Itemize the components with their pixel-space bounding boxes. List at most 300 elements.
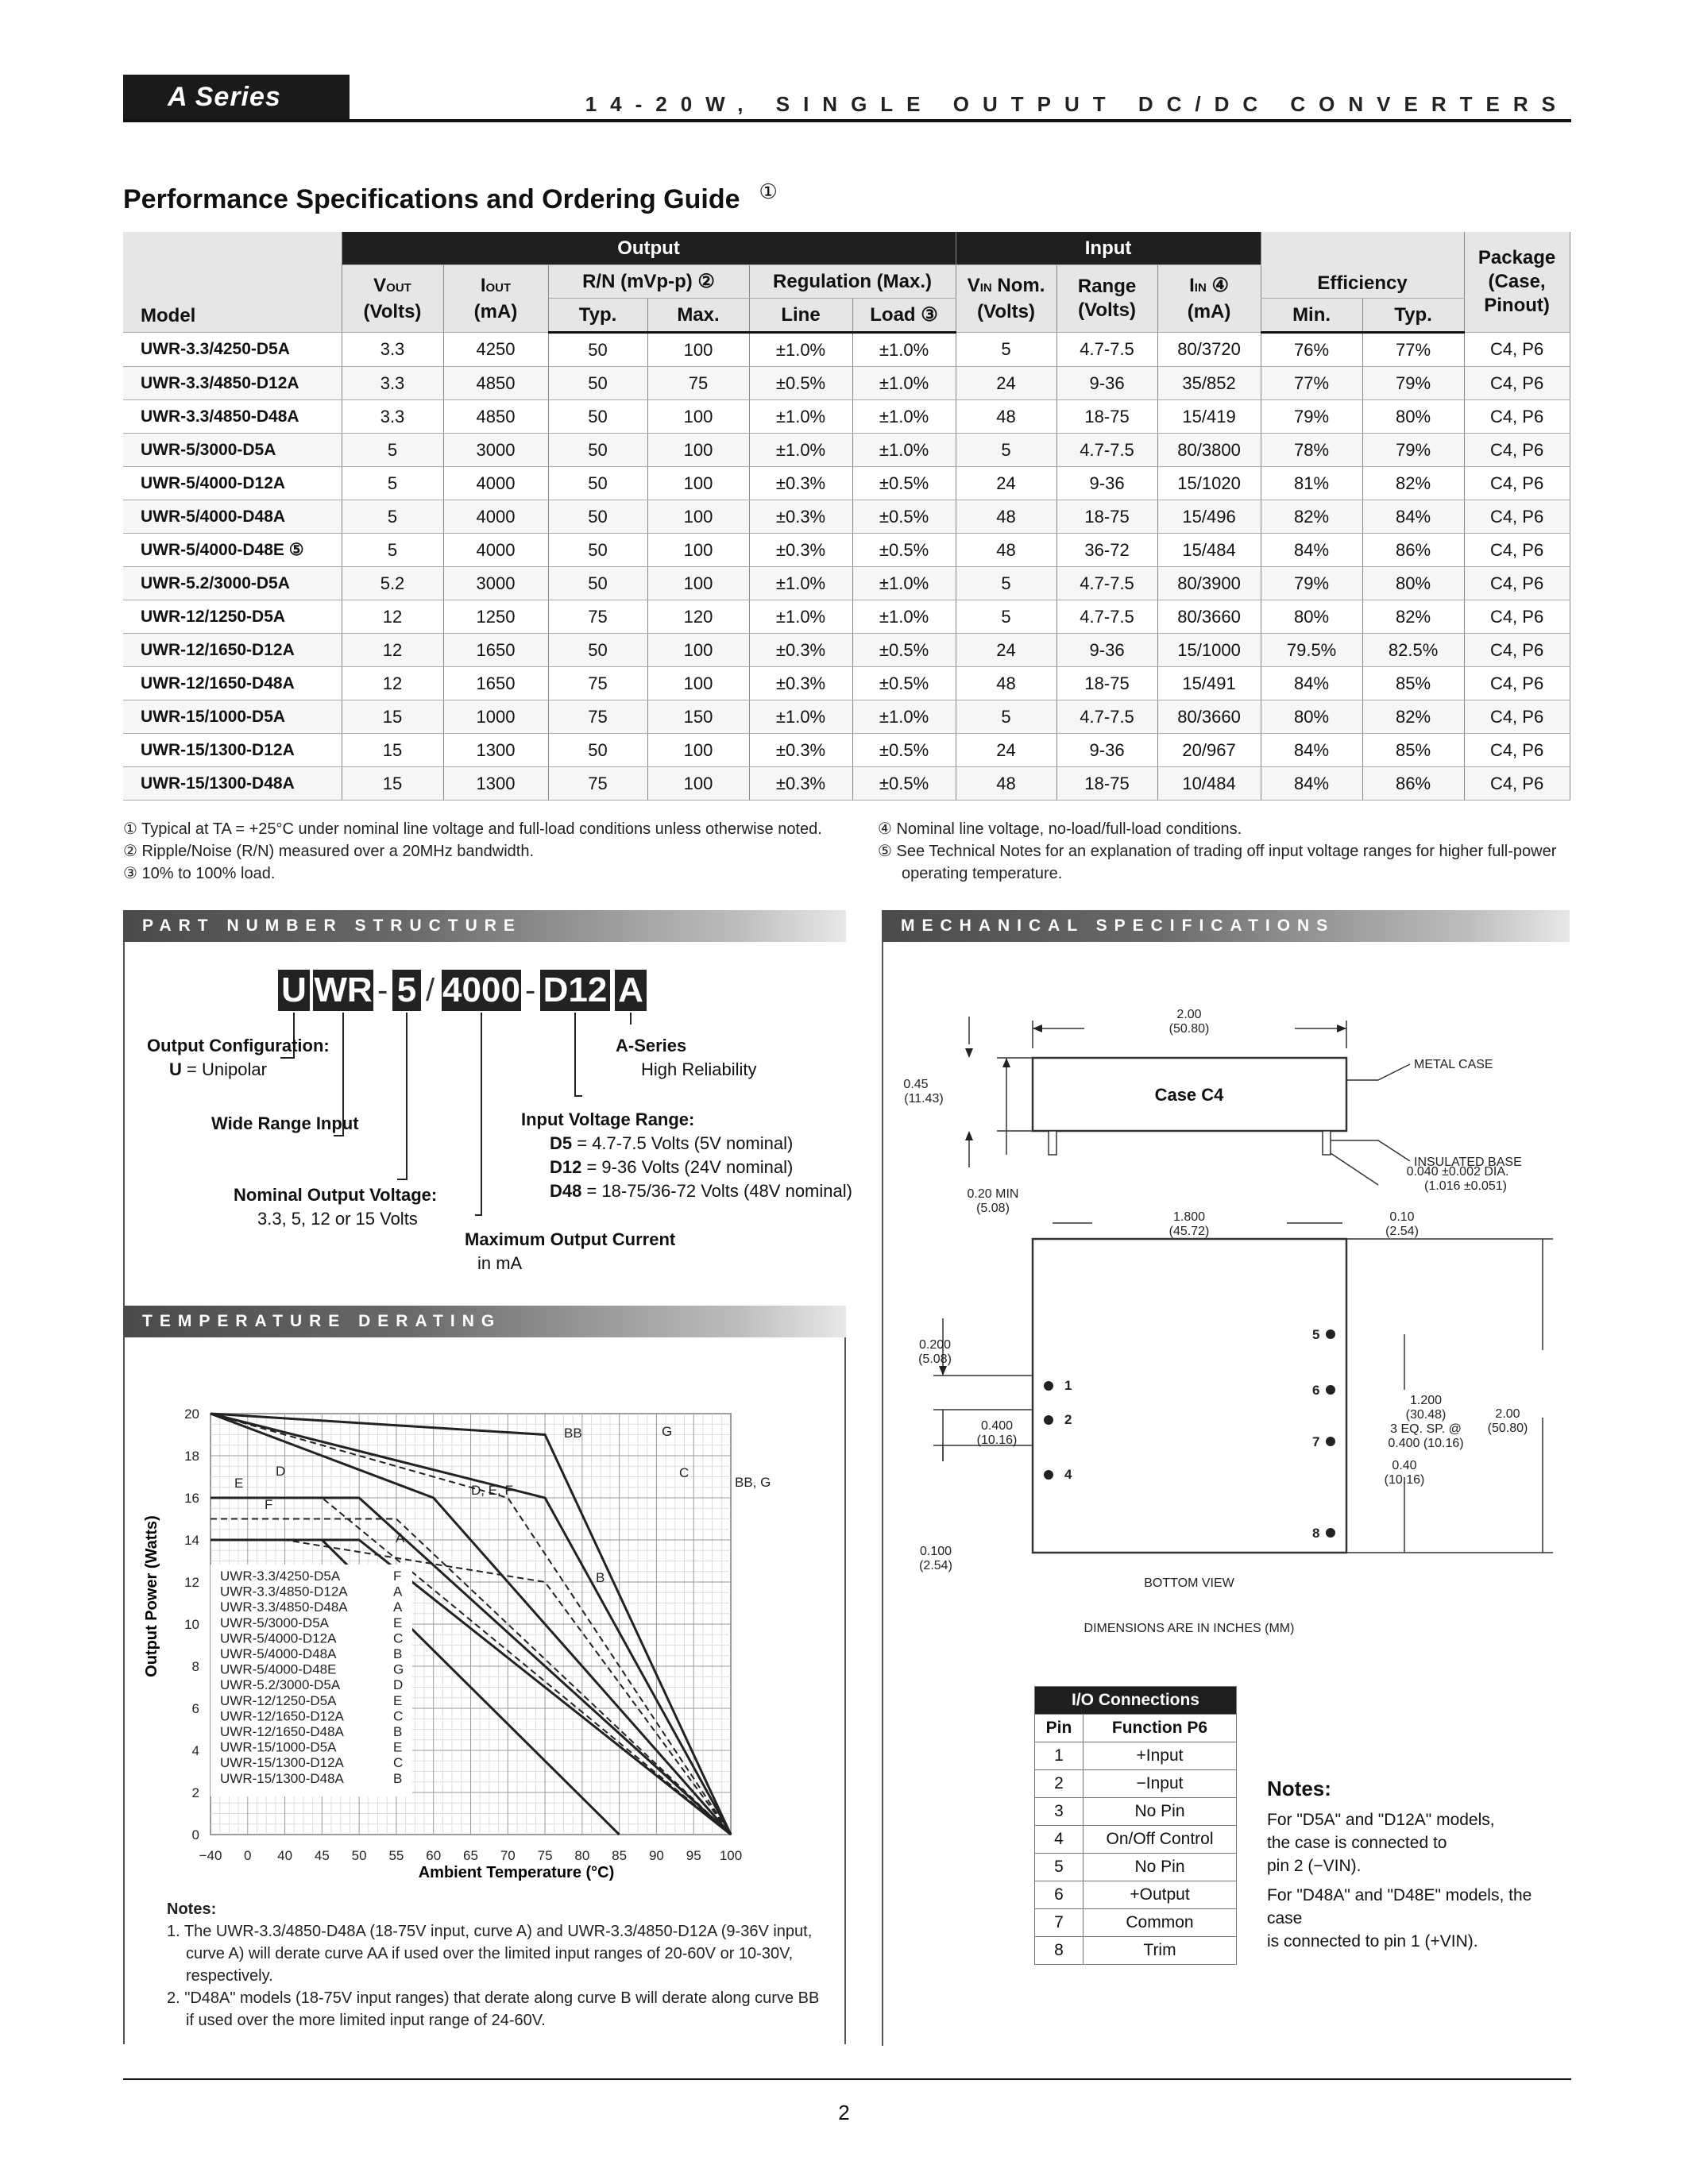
- derating-note-2b: if used over the more limited input range of 24-60V.: [186, 2012, 546, 2029]
- spec-cell: 1250: [443, 600, 548, 634]
- spec-cell: ±0.5%: [852, 734, 956, 767]
- y-tick-label: 4: [191, 1743, 199, 1758]
- spec-row: [123, 400, 1570, 434]
- spec-cell: 50: [548, 467, 647, 500]
- spec-cell: ±0.3%: [749, 767, 852, 801]
- derating-rule-left: [123, 1337, 125, 2044]
- iin-mark: ④: [1206, 274, 1229, 296]
- spec-cell: ±0.5%: [852, 534, 956, 567]
- col-reg-load: Load ③: [852, 299, 956, 333]
- spec-cell: ±1.0%: [749, 333, 852, 367]
- spec-row: [123, 500, 1570, 534]
- vout-unit: (Volts): [363, 300, 422, 322]
- spec-cell: ±1.0%: [749, 400, 852, 434]
- spec-cell: 120: [647, 600, 749, 634]
- model-cell: UWR-15/1300-D48A: [123, 767, 342, 801]
- curve-label: F: [265, 1497, 273, 1512]
- io-pin-cell: 4: [1035, 1826, 1083, 1854]
- spec-cell: 80%: [1362, 400, 1464, 434]
- spec-cell: ±0.5%: [852, 467, 956, 500]
- spec-cell: 84%: [1261, 667, 1362, 700]
- dim-0200-mm: (5.08): [918, 1352, 952, 1366]
- spec-cell: ±0.3%: [749, 534, 852, 567]
- spec-cell: 4.7-7.5: [1056, 700, 1157, 734]
- spec-cell: 150: [647, 700, 749, 734]
- spec-cell: 12: [342, 600, 443, 634]
- spec-cell: 4000: [443, 500, 548, 534]
- derating-note-1b: curve A) will derate curve AA if used over the limited input ranges of 20-60V or 10-30V,: [186, 1945, 794, 1962]
- dim-020min: 0.20 MIN: [967, 1187, 1019, 1201]
- legend-model: UWR-5/3000-D5A: [220, 1615, 329, 1630]
- io-row: [1035, 1937, 1237, 1965]
- x-tick-label: 100: [719, 1848, 743, 1863]
- spec-cell: C4, P6: [1464, 367, 1570, 400]
- spec-cell: 15/491: [1157, 667, 1261, 700]
- group-input: Input: [956, 232, 1261, 265]
- spec-cell: C4, P6: [1464, 600, 1570, 634]
- y-tick-label: 8: [191, 1659, 199, 1674]
- spec-cell: 20/967: [1157, 734, 1261, 767]
- dim-1800-mm: (45.72): [1168, 1225, 1210, 1238]
- io-func-cell: Common: [1083, 1909, 1237, 1937]
- legend-curve: F: [393, 1569, 402, 1584]
- pn-sep-3: -: [525, 973, 536, 1008]
- mech-note-1b: the case is connected to: [1267, 1834, 1447, 1852]
- spec-cell: 81%: [1261, 467, 1362, 500]
- model-cell: UWR-3.3/4850-D12A: [123, 367, 342, 400]
- spec-cell: 100: [647, 734, 749, 767]
- x-tick-label: 50: [351, 1848, 367, 1863]
- col-model: Model: [123, 232, 342, 333]
- spec-cell: C4, P6: [1464, 434, 1570, 467]
- spec-cell: 82%: [1362, 700, 1464, 734]
- model-cell: UWR-12/1250-D5A: [123, 600, 342, 634]
- pin-4-label: 4: [1064, 1467, 1072, 1482]
- x-axis-label: Ambient Temperature (°C): [418, 1864, 615, 1881]
- x-tick-label: 95: [686, 1848, 701, 1863]
- pn-max-current: [465, 1228, 675, 1275]
- spec-cell: 1000: [443, 700, 548, 734]
- col-rn-typ: Typ.: [548, 299, 647, 333]
- spec-cell: C4, P6: [1464, 534, 1570, 567]
- dim-010-mm: (2.54): [1385, 1225, 1419, 1238]
- dim-045-mm: (11.43): [904, 1092, 944, 1106]
- pn-d5-code: D5: [550, 1133, 573, 1153]
- spec-cell: 5: [342, 534, 443, 567]
- spec-cell: 84%: [1362, 500, 1464, 534]
- pn-nominal: [234, 1183, 437, 1231]
- footnotes-left: [123, 818, 862, 885]
- dim-200b-mm: (50.80): [1487, 1422, 1528, 1435]
- y-tick-label: 2: [191, 1785, 199, 1800]
- col-vin-nom: [956, 265, 1056, 333]
- spec-cell: ±1.0%: [852, 367, 956, 400]
- spec-cell: 50: [548, 400, 647, 434]
- curve-label: D, E, F: [471, 1483, 513, 1498]
- curve-label: C: [679, 1465, 689, 1480]
- legend-model: UWR-12/1250-D5A: [220, 1692, 337, 1708]
- spec-cell: C4, P6: [1464, 634, 1570, 667]
- pn-input-range: [521, 1108, 852, 1203]
- legend-curve: B: [393, 1770, 403, 1786]
- spec-cell: C4, P6: [1464, 333, 1570, 367]
- spec-cell: 10/484: [1157, 767, 1261, 801]
- spec-cell: 100: [647, 333, 749, 367]
- x-tick-label: 55: [388, 1848, 404, 1863]
- spec-cell: ±0.3%: [749, 467, 852, 500]
- spec-cell: 84%: [1261, 767, 1362, 801]
- legend-model: UWR-5/4000-D48E: [220, 1661, 337, 1677]
- spec-cell: C4, P6: [1464, 567, 1570, 600]
- mech-note-2a: For "D48A" and "D48E" models, the case: [1267, 1886, 1532, 1927]
- spec-cell: 80/3800: [1157, 434, 1261, 467]
- spec-cell: 12: [342, 667, 443, 700]
- spec-cell: 4850: [443, 400, 548, 434]
- pin-7-label: 7: [1312, 1434, 1320, 1449]
- spec-cell: 75: [548, 667, 647, 700]
- dim-200: 2.00: [1176, 1008, 1202, 1021]
- curve-label: E: [234, 1476, 244, 1491]
- mech-note-1a: For "D5A" and "D12A" models,: [1267, 1811, 1495, 1829]
- pin-1-label: 1: [1064, 1378, 1072, 1393]
- model-cell: UWR-5/4000-D48A: [123, 500, 342, 534]
- spec-cell: ±0.5%: [852, 634, 956, 667]
- io-func-cell: +Input: [1083, 1742, 1237, 1770]
- spec-cell: ±0.5%: [749, 367, 852, 400]
- x-tick-label: 0: [244, 1848, 252, 1863]
- spec-row: [123, 534, 1570, 567]
- group-efficiency: Efficiency: [1261, 232, 1464, 299]
- dim-eqsp-mm: 0.400 (10.16): [1388, 1437, 1464, 1450]
- legend-curve: G: [393, 1661, 404, 1677]
- spec-cell: 18-75: [1056, 400, 1157, 434]
- spec-cell: 24: [956, 734, 1056, 767]
- model-cell: UWR-3.3/4850-D48A: [123, 400, 342, 434]
- legend-curve: C: [393, 1708, 404, 1724]
- dim-020min-mm: (5.08): [976, 1202, 1010, 1215]
- spec-cell: 3000: [443, 567, 548, 600]
- spec-cell: ±1.0%: [749, 567, 852, 600]
- spec-row: [123, 600, 1570, 634]
- spec-cell: ±1.0%: [852, 600, 956, 634]
- spec-cell: 9-36: [1056, 467, 1157, 500]
- spec-cell: 4.7-7.5: [1056, 434, 1157, 467]
- perf-title-text: Performance Specifications and Ordering Guide: [123, 184, 740, 214]
- spec-cell: ±0.3%: [749, 734, 852, 767]
- curve-label: D: [276, 1464, 286, 1479]
- vout-sub: OUT: [386, 280, 411, 295]
- spec-cell: 80/3900: [1157, 567, 1261, 600]
- model-cell: UWR-15/1000-D5A: [123, 700, 342, 734]
- spec-cell: 1650: [443, 634, 548, 667]
- y-tick-label: 0: [191, 1827, 199, 1843]
- pn-d12-text: = 9-36 Volts (24V nominal): [581, 1157, 794, 1177]
- spec-cell: 5: [956, 434, 1056, 467]
- metal-case-label: METAL CASE: [1414, 1058, 1493, 1071]
- spec-cell: 79%: [1362, 367, 1464, 400]
- part-number-bar: PART NUMBER STRUCTURE: [123, 910, 846, 942]
- spec-cell: 4000: [443, 467, 548, 500]
- footnote-4: ④ Nominal line voltage, no-load/full-load conditions.: [878, 820, 1242, 838]
- pin-2-label: 2: [1064, 1412, 1072, 1427]
- mech-note-2b: is connected to pin 1 (+VIN).: [1267, 1932, 1478, 1951]
- spec-cell: 79.5%: [1261, 634, 1362, 667]
- spec-cell: ±1.0%: [749, 434, 852, 467]
- io-func-cell: +Output: [1083, 1881, 1237, 1909]
- pn-nominal-title: Nominal Output Voltage:: [234, 1185, 438, 1205]
- pn-output-config: [147, 1034, 330, 1082]
- dims-note: DIMENSIONS ARE IN INCHES (MM): [1083, 1622, 1295, 1635]
- pin-8-label: 8: [1312, 1526, 1320, 1541]
- model-cell: UWR-5/3000-D5A: [123, 434, 342, 467]
- spec-cell: 18-75: [1056, 767, 1157, 801]
- pn-box-u: U: [278, 970, 310, 1011]
- header-title: 14-20W, SINGLE OUTPUT DC/DC CONVERTERS: [585, 92, 1569, 116]
- spec-cell: 80/3720: [1157, 333, 1261, 367]
- spec-cell: 100: [647, 434, 749, 467]
- spec-cell: 77%: [1261, 367, 1362, 400]
- spec-cell: C4, P6: [1464, 767, 1570, 801]
- legend-model: UWR-3.3/4850-D48A: [220, 1599, 348, 1615]
- y-axis-label: Output Power (Watts): [143, 1515, 160, 1677]
- io-pin-cell: 8: [1035, 1937, 1083, 1965]
- spec-cell: 84%: [1261, 734, 1362, 767]
- spec-cell: C4, P6: [1464, 467, 1570, 500]
- spec-cell: 48: [956, 534, 1056, 567]
- y-tick-label: 16: [184, 1491, 199, 1506]
- bottom-view-label: BOTTOM VIEW: [1144, 1576, 1234, 1590]
- pn-nominal-values: 3.3, 5, 12 or 15 Volts: [257, 1209, 418, 1229]
- pn-max-current-unit: in mA: [477, 1253, 523, 1273]
- perf-title-note: ①: [759, 179, 778, 203]
- x-tick-label: 85: [612, 1848, 628, 1863]
- dim-1200: 1.200: [1409, 1394, 1443, 1407]
- y-tick-label: 10: [184, 1617, 199, 1632]
- io-row: [1035, 1826, 1237, 1854]
- spec-cell: 9-36: [1056, 367, 1157, 400]
- vin-v: V: [967, 274, 980, 296]
- spec-row: [123, 567, 1570, 600]
- spec-cell: 86%: [1362, 534, 1464, 567]
- vin-nom: Nom.: [991, 274, 1045, 296]
- spec-cell: 82%: [1362, 467, 1464, 500]
- io-row: [1035, 1742, 1237, 1770]
- derating-note-1c: respectively.: [186, 1967, 273, 1985]
- dim-045: 0.45: [903, 1078, 929, 1091]
- pn-box-5: 5: [392, 970, 421, 1011]
- spec-cell: 50: [548, 567, 647, 600]
- footnote-1: ① Typical at TA = +25°C under nominal line voltage and full-load conditions unless otherwise noted.: [123, 820, 822, 838]
- spec-cell: ±1.0%: [852, 400, 956, 434]
- spec-cell: 100: [647, 634, 749, 667]
- vin-unit: (Volts): [977, 300, 1035, 322]
- pn-d48-code: D48: [550, 1181, 582, 1201]
- mechanical-rule: [882, 942, 883, 2046]
- spec-cell: 5: [956, 567, 1056, 600]
- spec-cell: 3.3: [342, 333, 443, 367]
- pn-output-config-u: U: [169, 1059, 182, 1079]
- col-range: [1056, 265, 1157, 333]
- derating-note-1a: 1. The UWR-3.3/4850-D48A (18-75V input, curve A) and UWR-3.3/4850-D12A (9-36V input,: [167, 1923, 813, 1940]
- io-row: [1035, 1881, 1237, 1909]
- footnote-3: ③ 10% to 100% load.: [123, 865, 276, 882]
- spec-cell: 75: [548, 767, 647, 801]
- pn-wide-range: [211, 1112, 359, 1136]
- dim-1200-mm: (30.48): [1405, 1408, 1447, 1422]
- spec-cell: 5: [342, 434, 443, 467]
- pn-output-config-text: = Unipolar: [181, 1059, 267, 1079]
- model-cell: UWR-12/1650-D12A: [123, 634, 342, 667]
- col-iin: [1157, 265, 1261, 333]
- legend-curve: D: [393, 1677, 404, 1693]
- spec-cell: 50: [548, 500, 647, 534]
- spec-cell: 100: [647, 467, 749, 500]
- legend-model: UWR-12/1650-D12A: [220, 1708, 344, 1724]
- spec-cell: 80%: [1362, 567, 1464, 600]
- spec-cell: 4.7-7.5: [1056, 333, 1157, 367]
- dim-200-mm: (50.80): [1168, 1022, 1210, 1036]
- spec-cell: 82.5%: [1362, 634, 1464, 667]
- io-pin-cell: 6: [1035, 1881, 1083, 1909]
- spec-table: [123, 232, 1570, 801]
- spec-cell: ±0.3%: [749, 500, 852, 534]
- vin-sub: IN: [979, 280, 992, 295]
- derating-note-2a: 2. "D48A" models (18-75V input ranges) that derate along curve B will derate along curve BB: [167, 1989, 820, 2007]
- dim-010: 0.10: [1389, 1210, 1415, 1224]
- spec-cell: 15/1020: [1157, 467, 1261, 500]
- spec-cell: ±1.0%: [749, 700, 852, 734]
- spec-cell: 15/496: [1157, 500, 1261, 534]
- spec-cell: 50: [548, 534, 647, 567]
- spec-cell: 48: [956, 767, 1056, 801]
- y-tick-label: 20: [184, 1406, 199, 1422]
- model-cell: UWR-15/1300-D12A: [123, 734, 342, 767]
- spec-cell: 82%: [1261, 500, 1362, 534]
- spec-cell: 86%: [1362, 767, 1464, 801]
- case-label: Case C4: [1154, 1085, 1224, 1105]
- x-tick-label: 70: [500, 1848, 516, 1863]
- spec-row: [123, 734, 1570, 767]
- io-row: [1035, 1770, 1237, 1798]
- group-output: Output: [342, 232, 956, 265]
- spec-cell: 100: [647, 767, 749, 801]
- spec-cell: 75: [548, 600, 647, 634]
- spec-cell: 35/852: [1157, 367, 1261, 400]
- col-vout: [342, 265, 443, 333]
- dim-eqsp: 3 EQ. SP. @: [1390, 1422, 1462, 1436]
- pn-aseries: [616, 1034, 757, 1082]
- spec-cell: 3000: [443, 434, 548, 467]
- io-title: I/O Connections: [1035, 1687, 1237, 1715]
- spec-cell: 15: [342, 700, 443, 734]
- spec-cell: ±1.0%: [852, 333, 956, 367]
- spec-row: [123, 767, 1570, 801]
- col-eff-min: Min.: [1261, 299, 1362, 333]
- spec-cell: 15: [342, 734, 443, 767]
- spec-cell: 75: [647, 367, 749, 400]
- legend-curve: B: [393, 1646, 403, 1661]
- spec-cell: 5: [342, 500, 443, 534]
- spec-cell: 100: [647, 567, 749, 600]
- io-pin-cell: 5: [1035, 1854, 1083, 1881]
- mech-notes: [1267, 1777, 1569, 1953]
- spec-row: [123, 634, 1570, 667]
- x-tick-label: 60: [426, 1848, 442, 1863]
- dim-dia: 0.040 ±0.002 DIA.: [1406, 1165, 1509, 1179]
- curve-label: G: [662, 1424, 673, 1439]
- mechanical-bar: MECHANICAL SPECIFICATIONS: [882, 910, 1570, 942]
- x-tick-label: −40: [199, 1848, 222, 1863]
- spec-table-body: [123, 333, 1570, 801]
- spec-cell: 18-75: [1056, 667, 1157, 700]
- pn-wide-range-text: Wide Range Input: [211, 1113, 359, 1133]
- spec-cell: 5.2: [342, 567, 443, 600]
- spec-cell: 50: [548, 333, 647, 367]
- iout-unit: (mA): [473, 300, 518, 322]
- pn-input-range-title: Input Voltage Range:: [521, 1109, 695, 1129]
- legend-model: UWR-5.2/3000-D5A: [220, 1677, 341, 1693]
- iin-unit: (mA): [1187, 300, 1231, 322]
- spec-cell: 48: [956, 500, 1056, 534]
- group-rn: R/N (mVp-p) ②: [548, 265, 749, 299]
- spec-cell: 76%: [1261, 333, 1362, 367]
- iout-i: I: [480, 274, 486, 296]
- spec-row: [123, 367, 1570, 400]
- col-reg-line: Line: [749, 299, 852, 333]
- vout-v: V: [373, 274, 387, 296]
- dim-200b: 2.00: [1495, 1407, 1520, 1421]
- legend-model: UWR-15/1000-D5A: [220, 1739, 337, 1755]
- dim-0400: 0.400: [980, 1419, 1014, 1433]
- footnotes-right: [878, 818, 1577, 885]
- col-package: Package (Case, Pinout): [1464, 232, 1570, 333]
- footnote-5: ⑤ See Technical Notes for an explanation of trading off input voltage ranges for higher full-power: [878, 843, 1557, 860]
- iin-sub: IN: [1194, 280, 1207, 295]
- curve-label: B: [596, 1570, 605, 1585]
- derating-bar: TEMPERATURE DERATING: [123, 1306, 846, 1337]
- io-row: [1035, 1798, 1237, 1826]
- spec-cell: 5: [956, 700, 1056, 734]
- iout-sub: OUT: [485, 280, 512, 295]
- io-pin-cell: 3: [1035, 1798, 1083, 1826]
- spec-cell: 15/419: [1157, 400, 1261, 434]
- spec-cell: ±0.3%: [749, 667, 852, 700]
- spec-cell: 75: [548, 700, 647, 734]
- curve-label: A: [396, 1530, 405, 1545]
- io-func-cell: Trim: [1083, 1937, 1237, 1965]
- io-pin-cell: 7: [1035, 1909, 1083, 1937]
- spec-cell: 84%: [1261, 534, 1362, 567]
- dim-040-mm: (10.16): [1384, 1473, 1425, 1487]
- pin-5-label: 5: [1312, 1327, 1320, 1342]
- dim-0200: 0.200: [918, 1338, 952, 1352]
- derating-notes: [167, 1898, 834, 2032]
- spec-cell: 4250: [443, 333, 548, 367]
- x-tick-label: 40: [277, 1848, 293, 1863]
- spec-cell: 79%: [1261, 400, 1362, 434]
- x-tick-label: 90: [648, 1848, 664, 1863]
- derating-notes-title: Notes:: [167, 1900, 217, 1918]
- y-tick-label: 6: [191, 1701, 199, 1716]
- spec-cell: 100: [647, 534, 749, 567]
- group-regulation: Regulation (Max.): [749, 265, 956, 299]
- iin-i: I: [1189, 274, 1195, 296]
- range-label: Range: [1077, 276, 1137, 297]
- spec-cell: 3.3: [342, 400, 443, 434]
- spec-cell: ±1.0%: [749, 600, 852, 634]
- spec-cell: 85%: [1362, 667, 1464, 700]
- io-row: [1035, 1854, 1237, 1881]
